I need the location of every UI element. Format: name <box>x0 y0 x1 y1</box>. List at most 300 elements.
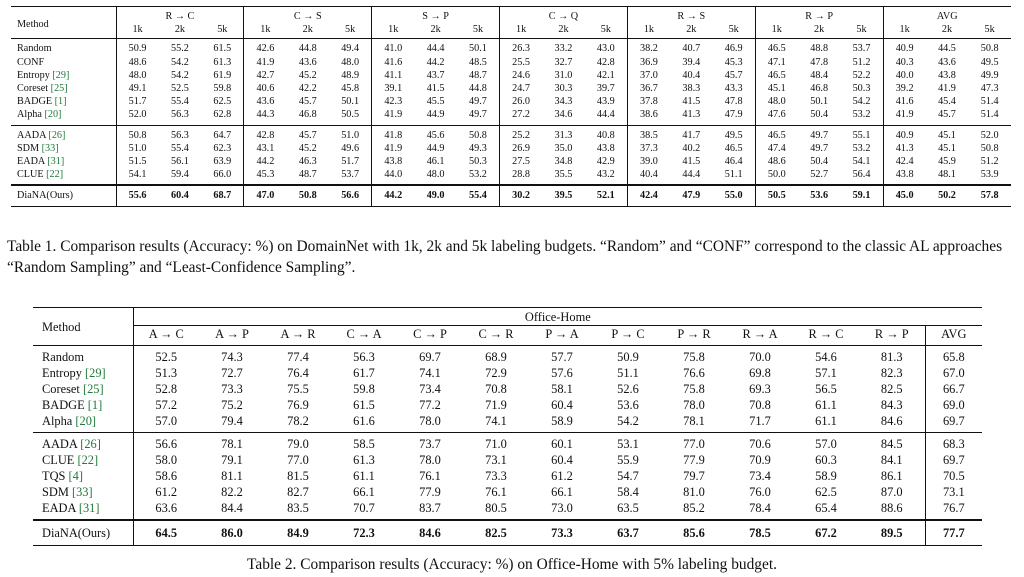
value-cell: 82.2 <box>221 485 243 499</box>
value-cell: 57.0 <box>133 413 199 433</box>
value-cell: 43.9 <box>596 96 615 108</box>
value-cell: 51.2 <box>852 56 871 68</box>
value-cell: 76.1 <box>485 485 507 499</box>
value-cell: 70.0 <box>727 346 793 366</box>
value-cell: 34.6 <box>554 109 573 121</box>
value-cell: 52.5 <box>133 346 199 366</box>
method-name: Coreset <box>17 83 49 95</box>
method-name: BADGE <box>42 398 85 412</box>
value-cell: 45.2 <box>298 69 317 81</box>
citation-link: [33] <box>71 485 93 499</box>
method-cell <box>11 95 116 108</box>
value-cell: 73.0 <box>551 501 573 515</box>
group-header: S → P <box>372 7 500 24</box>
budget-header: 5k <box>472 24 484 36</box>
value-cell: 81.3 <box>859 346 925 366</box>
value-cell: 67.2 <box>793 520 859 546</box>
group-header: AVG <box>883 7 1011 24</box>
value-cell: 51.4 <box>980 96 999 108</box>
value-cell: 57.1 <box>815 366 837 380</box>
value-cell: 50.8 <box>457 125 500 142</box>
citation-link: [31] <box>47 156 65 168</box>
value-cell: 46.5 <box>755 39 798 56</box>
method-name: BADGE <box>17 96 53 108</box>
value-cell: 51.4 <box>980 109 999 121</box>
citation-link: [22] <box>77 453 99 467</box>
table-row <box>11 142 1011 155</box>
value-cell: 70.8 <box>749 398 771 412</box>
value-cell: 24.7 <box>500 82 543 95</box>
value-cell: 30.2 <box>500 185 543 206</box>
value-cell: 61.5 <box>201 39 244 56</box>
value-cell: 54.2 <box>171 56 189 68</box>
value-cell: 61.1 <box>815 414 837 428</box>
value-cell: 81.0 <box>683 485 705 499</box>
value-cell: 66.0 <box>213 169 232 181</box>
value-cell: 52.7 <box>810 169 829 181</box>
value-cell: 63.7 <box>595 520 661 546</box>
value-cell: 52.2 <box>852 69 871 81</box>
value-cell: 57.8 <box>968 185 1011 206</box>
value-cell: 75.8 <box>661 346 727 366</box>
value-cell: 27.2 <box>500 108 543 125</box>
value-cell: 50.3 <box>469 156 487 168</box>
value-cell: 76.6 <box>683 366 705 380</box>
value-cell: 48.0 <box>755 95 798 108</box>
method-name: Random <box>17 43 52 55</box>
budget-header: 1k <box>244 23 287 39</box>
value-cell: 53.2 <box>469 169 487 181</box>
method-name: SDM <box>42 485 69 499</box>
value-cell: 85.6 <box>661 520 727 546</box>
value-cell: 58.9 <box>551 414 573 428</box>
value-cell: 37.3 <box>627 142 670 155</box>
value-cell: 77.2 <box>419 398 441 412</box>
table-row <box>33 452 982 468</box>
value-cell: 73.4 <box>749 469 771 483</box>
value-cell: 37.0 <box>627 69 670 82</box>
value-cell: 49.1 <box>116 82 159 95</box>
budget-header: 2k <box>686 24 697 36</box>
value-cell: 27.5 <box>500 155 543 168</box>
value-cell: 41.7 <box>670 125 713 142</box>
value-cell: 39.4 <box>682 56 701 68</box>
method-name: Alpha <box>42 414 73 428</box>
method-cell <box>11 39 116 56</box>
value-cell: 38.6 <box>627 108 670 125</box>
value-cell: 69.0 <box>925 397 982 413</box>
value-cell: 51.7 <box>116 95 159 108</box>
value-cell: 60.4 <box>551 398 573 412</box>
budget-header: 5k <box>984 24 995 36</box>
value-cell: 50.5 <box>755 185 798 206</box>
column-header: R → C <box>793 326 859 346</box>
value-cell: 35.0 <box>554 142 573 154</box>
method-header: Method <box>11 7 116 39</box>
value-cell: 68.7 <box>201 185 244 206</box>
value-cell: 51.1 <box>724 169 743 181</box>
budget-header: 1k <box>627 23 670 39</box>
value-cell: 43.8 <box>883 168 926 185</box>
column-header: R → A <box>727 326 793 346</box>
value-cell: 45.3 <box>244 168 287 185</box>
value-cell: 74.1 <box>485 414 507 428</box>
value-cell: 44.9 <box>426 109 445 121</box>
method-cell <box>11 142 116 155</box>
value-cell: 48.6 <box>755 155 798 168</box>
value-cell: 77.4 <box>265 346 331 366</box>
value-cell: 56.1 <box>171 156 189 168</box>
value-cell: 78.0 <box>419 414 441 428</box>
value-cell: 42.7 <box>244 69 287 82</box>
value-cell: 42.6 <box>244 39 287 56</box>
citation-link: [20] <box>44 109 62 121</box>
table-row <box>11 56 1011 69</box>
value-cell: 84.1 <box>880 453 903 467</box>
value-cell: 45.7 <box>286 125 329 142</box>
value-cell: 55.0 <box>713 185 756 206</box>
value-cell: 41.5 <box>682 96 701 108</box>
value-cell: 32.7 <box>554 56 573 68</box>
value-cell: 41.6 <box>883 95 926 108</box>
group-header: C → S <box>244 7 372 24</box>
value-cell: 44.0 <box>372 168 415 185</box>
value-cell: 44.4 <box>414 39 457 56</box>
value-cell: 34.8 <box>554 156 573 168</box>
value-cell: 59.8 <box>213 83 232 95</box>
value-cell: 50.5 <box>341 109 360 121</box>
method-cell <box>11 56 116 69</box>
value-cell: 40.2 <box>682 142 701 154</box>
value-cell: 66.1 <box>353 485 375 499</box>
value-cell: 40.6 <box>244 82 287 95</box>
value-cell: 81.5 <box>287 469 309 483</box>
value-cell: 75.2 <box>221 398 243 412</box>
value-cell: 47.0 <box>244 185 287 206</box>
value-cell: 84.6 <box>397 520 463 546</box>
value-cell: 42.3 <box>372 95 415 108</box>
value-cell: 58.1 <box>551 382 573 396</box>
value-cell: 84.5 <box>859 433 925 453</box>
method-cell <box>33 365 133 381</box>
value-cell: 48.5 <box>469 56 487 68</box>
value-cell: 46.5 <box>755 69 798 82</box>
table-row-ours <box>33 520 982 546</box>
value-cell: 42.8 <box>244 125 287 142</box>
value-cell: 46.9 <box>713 39 756 56</box>
value-cell: 36.7 <box>627 82 670 95</box>
value-cell: 47.8 <box>810 56 829 68</box>
value-cell: 57.2 <box>133 397 199 413</box>
budget-header: 2k <box>174 24 185 36</box>
table-row <box>11 39 1011 56</box>
value-cell: 40.4 <box>627 168 670 185</box>
value-cell: 54.2 <box>171 69 189 81</box>
budget-header: 2k <box>941 24 953 36</box>
value-cell: 45.8 <box>341 83 360 95</box>
value-cell: 41.1 <box>372 69 415 82</box>
value-cell: 84.9 <box>265 520 331 546</box>
value-cell: 56.3 <box>159 125 202 142</box>
value-cell: 40.3 <box>883 56 926 69</box>
value-cell: 83.5 <box>287 501 309 515</box>
value-cell: 72.9 <box>485 366 507 380</box>
value-cell: 39.7 <box>596 83 615 95</box>
value-cell: 68.9 <box>463 346 529 366</box>
value-cell: 55.4 <box>457 185 500 206</box>
citation-link: [26] <box>48 129 66 141</box>
value-cell: 79.1 <box>221 453 243 467</box>
value-cell: 50.1 <box>810 96 829 108</box>
value-cell: 58.9 <box>815 469 837 483</box>
value-cell: 58.6 <box>133 468 199 484</box>
value-cell: 45.7 <box>938 109 956 121</box>
value-cell: 53.7 <box>840 39 883 56</box>
value-cell: 69.8 <box>749 366 771 380</box>
value-cell: 47.3 <box>980 83 999 95</box>
method-cell <box>11 82 116 95</box>
citation-link: [29] <box>85 366 106 380</box>
value-cell: 45.0 <box>883 185 926 206</box>
column-header: P → R <box>661 326 727 346</box>
value-cell: 44.9 <box>426 142 445 154</box>
value-cell: 39.0 <box>627 155 670 168</box>
budget-header: 2k <box>558 24 569 36</box>
value-cell: 44.5 <box>926 39 969 56</box>
table-2-caption: Table 2. Comparison results (Accuracy: %) on Office-Home with 5% labeling budget. <box>247 556 777 573</box>
value-cell: 48.9 <box>341 69 360 81</box>
value-cell: 39.2 <box>883 82 926 95</box>
value-cell: 70.5 <box>925 468 982 484</box>
budget-header: 1k <box>116 23 159 39</box>
value-cell: 52.0 <box>116 108 159 125</box>
value-cell: 50.8 <box>286 185 329 206</box>
value-cell: 47.9 <box>724 109 743 121</box>
table-row-ours <box>11 185 1011 206</box>
value-cell: 34.3 <box>554 96 573 108</box>
citation-link: [26] <box>80 437 101 451</box>
value-cell: 53.1 <box>595 433 661 453</box>
method-name: TQS <box>42 469 66 483</box>
value-cell: 38.3 <box>682 83 701 95</box>
group-header: R → P <box>755 7 883 24</box>
value-cell: 45.2 <box>298 142 317 154</box>
method-name: Random <box>42 350 84 364</box>
value-cell: 59.4 <box>171 169 189 181</box>
value-cell: 39.5 <box>542 185 585 206</box>
value-cell: 77.0 <box>287 453 309 467</box>
value-cell: 77.9 <box>683 453 705 467</box>
method-name: DiaNA(Ours) <box>33 520 133 546</box>
value-cell: 61.9 <box>213 69 232 81</box>
method-cell <box>11 125 116 142</box>
table-row <box>11 69 1011 82</box>
value-cell: 50.8 <box>980 142 999 154</box>
method-name: EADA <box>42 501 76 515</box>
value-cell: 64.5 <box>133 520 199 546</box>
value-cell: 59.8 <box>353 382 375 396</box>
value-cell: 41.3 <box>682 109 701 121</box>
table-row <box>11 82 1011 95</box>
value-cell: 50.8 <box>116 125 159 142</box>
method-cell <box>33 468 133 484</box>
value-cell: 38.2 <box>627 39 670 56</box>
value-cell: 78.0 <box>419 453 441 467</box>
value-cell: 25.2 <box>500 125 543 142</box>
value-cell: 41.9 <box>938 83 956 95</box>
value-cell: 33.2 <box>542 39 585 56</box>
value-cell: 54.2 <box>852 96 871 108</box>
value-cell: 47.1 <box>755 56 798 69</box>
value-cell: 61.1 <box>815 398 837 412</box>
value-cell: 56.5 <box>815 382 837 396</box>
value-cell: 73.4 <box>419 382 441 396</box>
budget-header: 1k <box>500 23 543 39</box>
column-header: A → C <box>133 326 199 346</box>
value-cell: 55.2 <box>159 39 202 56</box>
value-cell: 61.5 <box>353 398 375 412</box>
value-cell: 65.8 <box>925 346 982 366</box>
value-cell: 45.4 <box>938 96 956 108</box>
value-cell: 71.9 <box>485 398 507 412</box>
value-cell: 40.4 <box>682 69 701 81</box>
method-cell <box>11 69 116 82</box>
column-header: C → R <box>463 326 529 346</box>
table-row <box>33 413 982 433</box>
citation-link: [29] <box>52 69 70 81</box>
value-cell: 51.2 <box>980 156 999 168</box>
value-cell: 54.7 <box>617 469 639 483</box>
value-cell: 49.5 <box>980 56 999 68</box>
value-cell: 69.3 <box>749 382 771 396</box>
value-cell: 54.1 <box>852 156 871 168</box>
table-row <box>33 500 982 520</box>
value-cell: 84.6 <box>880 414 903 428</box>
table-row <box>11 108 1011 125</box>
value-cell: 77.7 <box>925 520 982 546</box>
value-cell: 86.0 <box>199 520 265 546</box>
value-cell: 55.4 <box>171 142 189 154</box>
value-cell: 50.1 <box>341 96 360 108</box>
value-cell: 52.8 <box>133 381 199 397</box>
value-cell: 61.7 <box>353 366 375 380</box>
value-cell: 85.2 <box>683 501 705 515</box>
value-cell: 56.6 <box>133 433 199 453</box>
column-header: P → A <box>529 326 595 346</box>
value-cell: 78.2 <box>287 414 309 428</box>
table-row <box>11 155 1011 168</box>
value-cell: 31.3 <box>542 125 585 142</box>
method-name: CLUE <box>17 169 44 181</box>
value-cell: 46.8 <box>298 109 317 121</box>
value-cell: 50.2 <box>926 185 969 206</box>
value-cell: 53.2 <box>852 109 871 121</box>
method-cell <box>11 168 116 185</box>
value-cell: 60.1 <box>529 433 595 453</box>
value-cell: 43.6 <box>938 56 956 68</box>
method-cell <box>33 500 133 520</box>
value-cell: 42.1 <box>596 69 615 81</box>
value-cell: 78.0 <box>683 398 705 412</box>
value-cell: 42.2 <box>298 83 317 95</box>
value-cell: 43.8 <box>372 155 415 168</box>
value-cell: 24.6 <box>500 69 543 82</box>
value-cell: 62.8 <box>213 109 232 121</box>
column-header: A → P <box>199 326 265 346</box>
value-cell: 73.7 <box>397 433 463 453</box>
value-cell: 60.3 <box>815 453 837 467</box>
value-cell: 53.6 <box>798 185 841 206</box>
value-cell: 43.8 <box>596 142 615 154</box>
citation-link: [31] <box>78 501 100 515</box>
value-cell: 48.0 <box>341 56 360 68</box>
value-cell: 63.9 <box>213 156 232 168</box>
value-cell: 45.1 <box>926 125 969 142</box>
value-cell: 69.7 <box>397 346 463 366</box>
value-cell: 50.4 <box>810 109 829 121</box>
value-cell: 41.6 <box>372 56 415 69</box>
value-cell: 38.5 <box>627 125 670 142</box>
method-name: DiaNA(Ours) <box>11 185 116 206</box>
value-cell: 66.1 <box>551 485 573 499</box>
value-cell: 78.1 <box>683 414 705 428</box>
budget-header: 5k <box>856 24 867 36</box>
budget-header: 5k <box>728 24 739 36</box>
value-cell: 63.6 <box>133 500 199 520</box>
value-cell: 88.6 <box>880 501 903 515</box>
value-cell: 54.2 <box>617 414 639 428</box>
method-cell <box>33 433 133 453</box>
value-cell: 37.8 <box>627 95 670 108</box>
value-cell: 69.7 <box>925 452 982 468</box>
value-cell: 46.8 <box>810 83 829 95</box>
value-cell: 47.4 <box>755 142 798 155</box>
value-cell: 74.3 <box>199 346 265 366</box>
value-cell: 62.5 <box>213 96 232 108</box>
budget-header: 2k <box>302 24 313 36</box>
value-cell: 76.7 <box>925 500 982 520</box>
value-cell: 74.1 <box>419 366 441 380</box>
value-cell: 43.6 <box>244 95 287 108</box>
value-cell: 48.8 <box>798 39 841 56</box>
value-cell: 50.0 <box>755 168 798 185</box>
value-cell: 55.6 <box>116 185 159 206</box>
value-cell: 44.4 <box>682 169 701 181</box>
value-cell: 45.1 <box>755 82 798 95</box>
method-cell <box>33 452 133 468</box>
value-cell: 41.5 <box>426 83 445 95</box>
value-cell: 39.1 <box>372 82 415 95</box>
value-cell: 28.8 <box>500 168 543 185</box>
value-cell: 47.9 <box>670 185 713 206</box>
budget-header: 2k <box>430 24 441 36</box>
value-cell: 73.3 <box>529 520 595 546</box>
value-cell: 54.6 <box>793 346 859 366</box>
value-cell: 70.7 <box>353 501 375 515</box>
value-cell: 45.3 <box>724 56 743 68</box>
value-cell: 43.6 <box>298 56 317 68</box>
value-cell: 44.8 <box>469 83 487 95</box>
value-cell: 40.0 <box>883 69 926 82</box>
value-cell: 77.0 <box>661 433 727 453</box>
value-cell: 76.0 <box>749 485 771 499</box>
column-header: A → R <box>265 326 331 346</box>
budget-header: 1k <box>755 23 798 39</box>
table-row <box>33 468 982 484</box>
value-cell: 46.5 <box>724 142 743 154</box>
value-cell: 44.2 <box>244 155 287 168</box>
column-header: R → P <box>859 326 925 346</box>
